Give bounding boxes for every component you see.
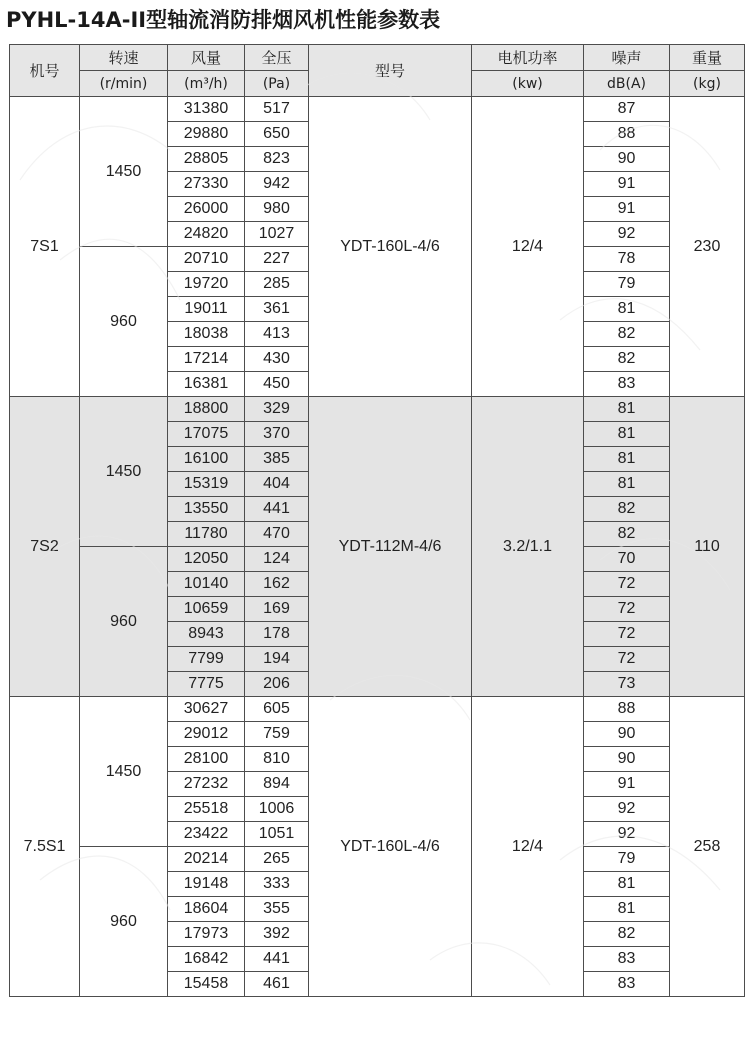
header-noise-unit: dB(A): [584, 71, 670, 97]
cell-pressure: 759: [245, 722, 309, 747]
header-speed-unit: (r/min): [80, 71, 168, 97]
cell-pressure: 1027: [245, 222, 309, 247]
cell-noise: 72: [584, 572, 670, 597]
cell-pressure: 162: [245, 572, 309, 597]
cell-motor-model: YDT-160L-4/6: [309, 97, 472, 397]
cell-model-no: 7S2: [10, 397, 80, 697]
cell-pressure: 1051: [245, 822, 309, 847]
cell-noise: 90: [584, 147, 670, 172]
cell-speed: 960: [80, 547, 168, 697]
cell-pressure: 329: [245, 397, 309, 422]
table-row: [10, 97, 745, 122]
cell-speed: 1450: [80, 697, 168, 847]
performance-table: [9, 44, 745, 997]
cell-flow: 27232: [168, 772, 245, 797]
cell-noise: 81: [584, 472, 670, 497]
cell-pressure: 265: [245, 847, 309, 872]
cell-flow: 17214: [168, 347, 245, 372]
cell-noise: 70: [584, 547, 670, 572]
cell-noise: 73: [584, 672, 670, 697]
cell-noise: 82: [584, 347, 670, 372]
cell-pressure: 404: [245, 472, 309, 497]
cell-pressure: 942: [245, 172, 309, 197]
cell-weight: 230: [670, 97, 745, 397]
cell-pressure: 285: [245, 272, 309, 297]
cell-flow: 27330: [168, 172, 245, 197]
cell-noise: 81: [584, 422, 670, 447]
cell-noise: 83: [584, 372, 670, 397]
cell-flow: 29880: [168, 122, 245, 147]
cell-pressure: 450: [245, 372, 309, 397]
cell-pressure: 605: [245, 697, 309, 722]
cell-noise: 82: [584, 522, 670, 547]
cell-power: 12/4: [472, 697, 584, 997]
cell-pressure: 441: [245, 947, 309, 972]
cell-flow: 8943: [168, 622, 245, 647]
cell-pressure: 385: [245, 447, 309, 472]
header-weight-unit: (kg): [670, 71, 745, 97]
cell-flow: 28100: [168, 747, 245, 772]
cell-flow: 30627: [168, 697, 245, 722]
cell-pressure: 470: [245, 522, 309, 547]
cell-pressure: 650: [245, 122, 309, 147]
cell-motor-model: YDT-160L-4/6: [309, 697, 472, 997]
header-power-unit: (kw): [472, 71, 584, 97]
cell-flow: 24820: [168, 222, 245, 247]
cell-noise: 82: [584, 922, 670, 947]
cell-noise: 90: [584, 747, 670, 772]
cell-noise: 83: [584, 972, 670, 997]
cell-noise: 91: [584, 172, 670, 197]
cell-speed: 1450: [80, 97, 168, 247]
cell-pressure: 227: [245, 247, 309, 272]
cell-pressure: 206: [245, 672, 309, 697]
cell-pressure: 178: [245, 622, 309, 647]
cell-speed: 960: [80, 847, 168, 997]
cell-flow: 7799: [168, 647, 245, 672]
cell-pressure: 169: [245, 597, 309, 622]
cell-noise: 91: [584, 772, 670, 797]
cell-speed: 1450: [80, 397, 168, 547]
cell-flow: 18604: [168, 897, 245, 922]
cell-noise: 92: [584, 797, 670, 822]
page-title: PYHL-14A-II型轴流消防排烟风机性能参数表: [6, 8, 441, 32]
header-pressure: 全压: [245, 45, 309, 71]
cell-power: 3.2/1.1: [472, 397, 584, 697]
cell-flow: 26000: [168, 197, 245, 222]
cell-noise: 78: [584, 247, 670, 272]
cell-pressure: 355: [245, 897, 309, 922]
cell-flow: 29012: [168, 722, 245, 747]
cell-noise: 92: [584, 822, 670, 847]
cell-pressure: 413: [245, 322, 309, 347]
header-motor-model: 型号: [309, 45, 472, 97]
header-model-no: 机号: [10, 45, 80, 97]
cell-noise: 91: [584, 197, 670, 222]
cell-noise: 87: [584, 97, 670, 122]
cell-flow: 16100: [168, 447, 245, 472]
cell-noise: 82: [584, 322, 670, 347]
cell-noise: 72: [584, 597, 670, 622]
cell-flow: 16381: [168, 372, 245, 397]
cell-flow: 15458: [168, 972, 245, 997]
cell-flow: 19011: [168, 297, 245, 322]
cell-pressure: 430: [245, 347, 309, 372]
cell-pressure: 392: [245, 922, 309, 947]
cell-flow: 28805: [168, 147, 245, 172]
table-row: [10, 697, 745, 722]
cell-power: 12/4: [472, 97, 584, 397]
cell-flow: 17075: [168, 422, 245, 447]
header-power: 电机功率: [472, 45, 584, 71]
cell-flow: 19720: [168, 272, 245, 297]
header-label-row: [10, 45, 745, 71]
cell-flow: 11780: [168, 522, 245, 547]
cell-pressure: 894: [245, 772, 309, 797]
cell-weight: 258: [670, 697, 745, 997]
table-body: [10, 97, 745, 997]
cell-flow: 10659: [168, 597, 245, 622]
header-pressure-unit: (Pa): [245, 71, 309, 97]
cell-flow: 31380: [168, 97, 245, 122]
cell-flow: 13550: [168, 497, 245, 522]
cell-noise: 92: [584, 222, 670, 247]
cell-pressure: 823: [245, 147, 309, 172]
cell-noise: 82: [584, 497, 670, 522]
cell-noise: 90: [584, 722, 670, 747]
cell-pressure: 1006: [245, 797, 309, 822]
cell-pressure: 194: [245, 647, 309, 672]
cell-model-no: 7S1: [10, 97, 80, 397]
cell-noise: 81: [584, 872, 670, 897]
cell-noise: 81: [584, 397, 670, 422]
cell-pressure: 461: [245, 972, 309, 997]
header-noise: 噪声: [584, 45, 670, 71]
cell-pressure: 810: [245, 747, 309, 772]
table-header: [10, 45, 745, 97]
cell-motor-model: YDT-112M-4/6: [309, 397, 472, 697]
cell-pressure: 980: [245, 197, 309, 222]
cell-flow: 16842: [168, 947, 245, 972]
header-weight: 重量: [670, 45, 745, 71]
header-speed: 转速: [80, 45, 168, 71]
cell-flow: 10140: [168, 572, 245, 597]
cell-pressure: 124: [245, 547, 309, 572]
cell-flow: 18800: [168, 397, 245, 422]
cell-noise: 72: [584, 622, 670, 647]
cell-noise: 83: [584, 947, 670, 972]
cell-flow: 23422: [168, 822, 245, 847]
cell-noise: 81: [584, 297, 670, 322]
cell-flow: 20710: [168, 247, 245, 272]
cell-noise: 88: [584, 122, 670, 147]
cell-pressure: 441: [245, 497, 309, 522]
cell-pressure: 517: [245, 97, 309, 122]
cell-flow: 18038: [168, 322, 245, 347]
cell-flow: 17973: [168, 922, 245, 947]
cell-flow: 7775: [168, 672, 245, 697]
cell-flow: 12050: [168, 547, 245, 572]
cell-flow: 20214: [168, 847, 245, 872]
cell-model-no: 7.5S1: [10, 697, 80, 997]
header-flow: 风量: [168, 45, 245, 71]
cell-speed: 960: [80, 247, 168, 397]
cell-noise: 88: [584, 697, 670, 722]
cell-noise: 79: [584, 847, 670, 872]
header-flow-unit: (m³/h): [168, 71, 245, 97]
cell-flow: 25518: [168, 797, 245, 822]
table-row: [10, 397, 745, 422]
cell-noise: 79: [584, 272, 670, 297]
cell-weight: 110: [670, 397, 745, 697]
cell-pressure: 333: [245, 872, 309, 897]
cell-pressure: 370: [245, 422, 309, 447]
cell-pressure: 361: [245, 297, 309, 322]
cell-noise: 81: [584, 447, 670, 472]
cell-noise: 81: [584, 897, 670, 922]
cell-flow: 19148: [168, 872, 245, 897]
cell-flow: 15319: [168, 472, 245, 497]
cell-noise: 72: [584, 647, 670, 672]
